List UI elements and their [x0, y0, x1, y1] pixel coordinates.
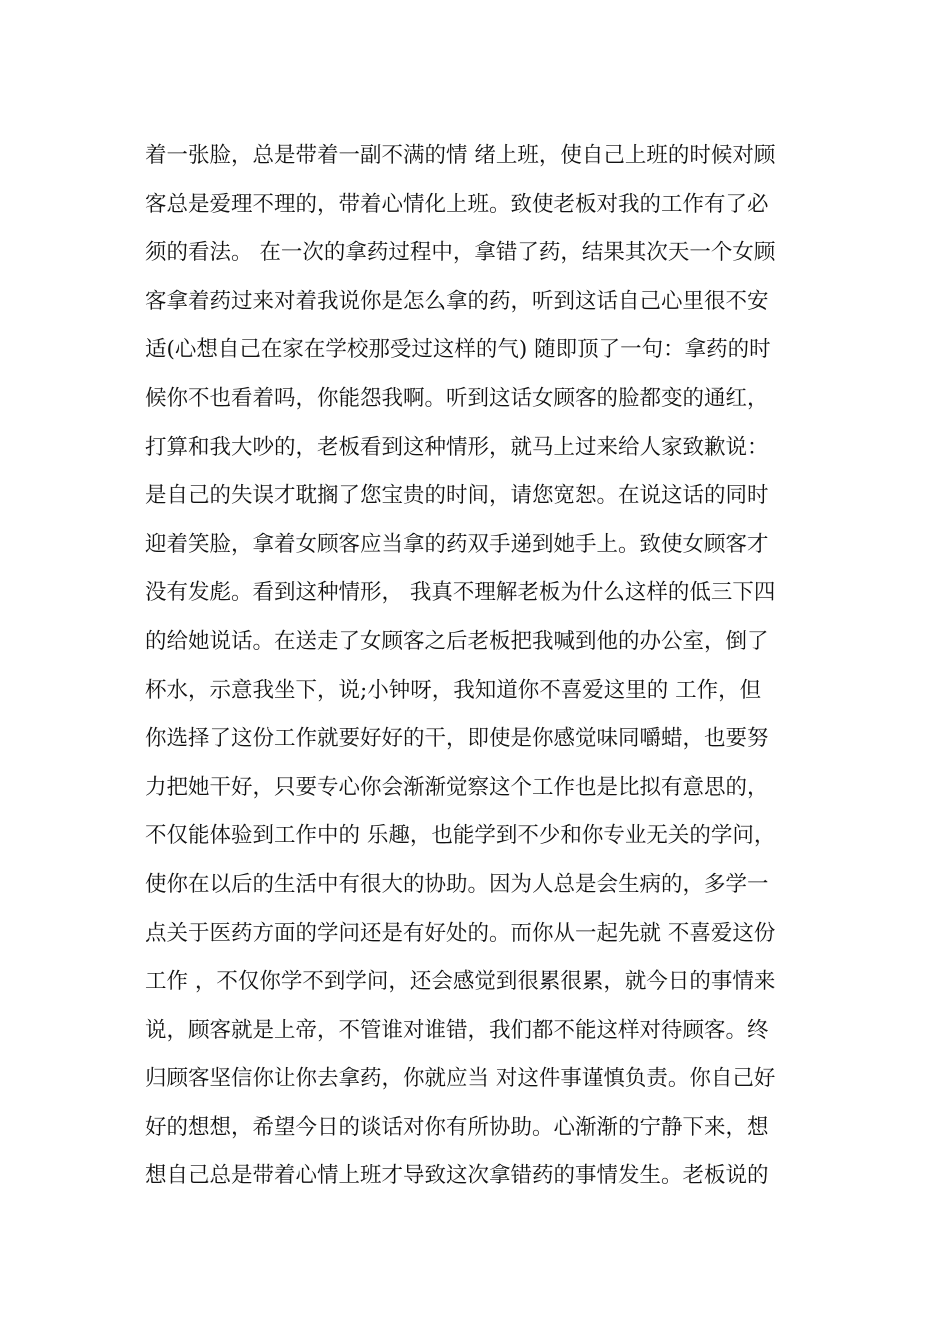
text-line: 须的看法。 在一次的拿药过程中，拿错了药，结果其次天一个女顾	[145, 240, 776, 266]
text-line: 好的想想，希望今日的谈话对你有所协助。心渐渐的宁静下来，想	[145, 1114, 769, 1140]
text-line: 客总是爱理不理的，带着心情化上班。致使老板对我的工作有了必	[145, 191, 769, 217]
text-line: 候你不也看着吗，你能怨我啊。听到这话女顾客的脸都变的通红，	[145, 385, 769, 411]
text-line: 是自己的失误才耽搁了您宝贵的时间，请您宽恕。在说这话的同时	[145, 483, 769, 509]
text-line: 归顾客坚信你让你去拿药，你就应当 对这件事谨慎负责。你自己好	[145, 1066, 776, 1092]
text-line: 力把她干好，只要专心你会渐渐觉察这个工作也是比拟有意思的，	[145, 774, 769, 800]
body-text	[145, 132, 815, 1201]
text-line: 打算和我大吵的，老板看到这种情形，就马上过来给人家致歉说：	[145, 434, 769, 460]
text-line: 说，顾客就是上帝，不管谁对谁错，我们都不能这样对待顾客。终	[145, 1017, 769, 1043]
text-line: 杯水，示意我坐下，说;小钟呀，我知道你不喜爱这里的 工作，但	[145, 677, 762, 703]
text-line: 迎着笑脸，拿着女顾客应当拿的药双手递到她手上。致使女顾客才	[145, 531, 769, 557]
text-line: 工作 ，不仅你学不到学问，还会感觉到很累很累，就今日的事情来	[145, 969, 776, 995]
text-line: 没有发彪。看到这种情形， 我真不理解老板为什么这样的低三下四	[145, 580, 776, 606]
text-line: 你选择了这份工作就要好好的干，即使是你感觉味同嚼蜡，也要努	[145, 726, 769, 752]
text-line: 着一张脸，总是带着一副不满的情 绪上班，使自己上班的时候对顾	[145, 143, 776, 168]
text-line: 使你在以后的生活中有很大的协助。因为人总是会生病的，多学一	[145, 871, 769, 897]
text-line: 点关于医药方面的学问还是有好处的。而你从一起先就 不喜爱这份	[145, 920, 776, 946]
text-line: 适(心想自己在家在学校那受过这样的气) 随即顶了一句：拿药的时	[145, 337, 771, 363]
text-line: 想自己总是带着心情上班才导致这次拿错药的事情发生。老板说的	[145, 1163, 769, 1189]
text-line: 客拿着药过来对着我说你是怎么拿的药，听到这话自己心里很不安	[145, 288, 769, 314]
text-line: 不仅能体验到工作中的 乐趣，也能学到不少和你专业无关的学问，	[145, 823, 776, 849]
text-line: 的给她说话。在送走了女顾客之后老板把我喊到他的办公室，倒了	[145, 628, 769, 654]
